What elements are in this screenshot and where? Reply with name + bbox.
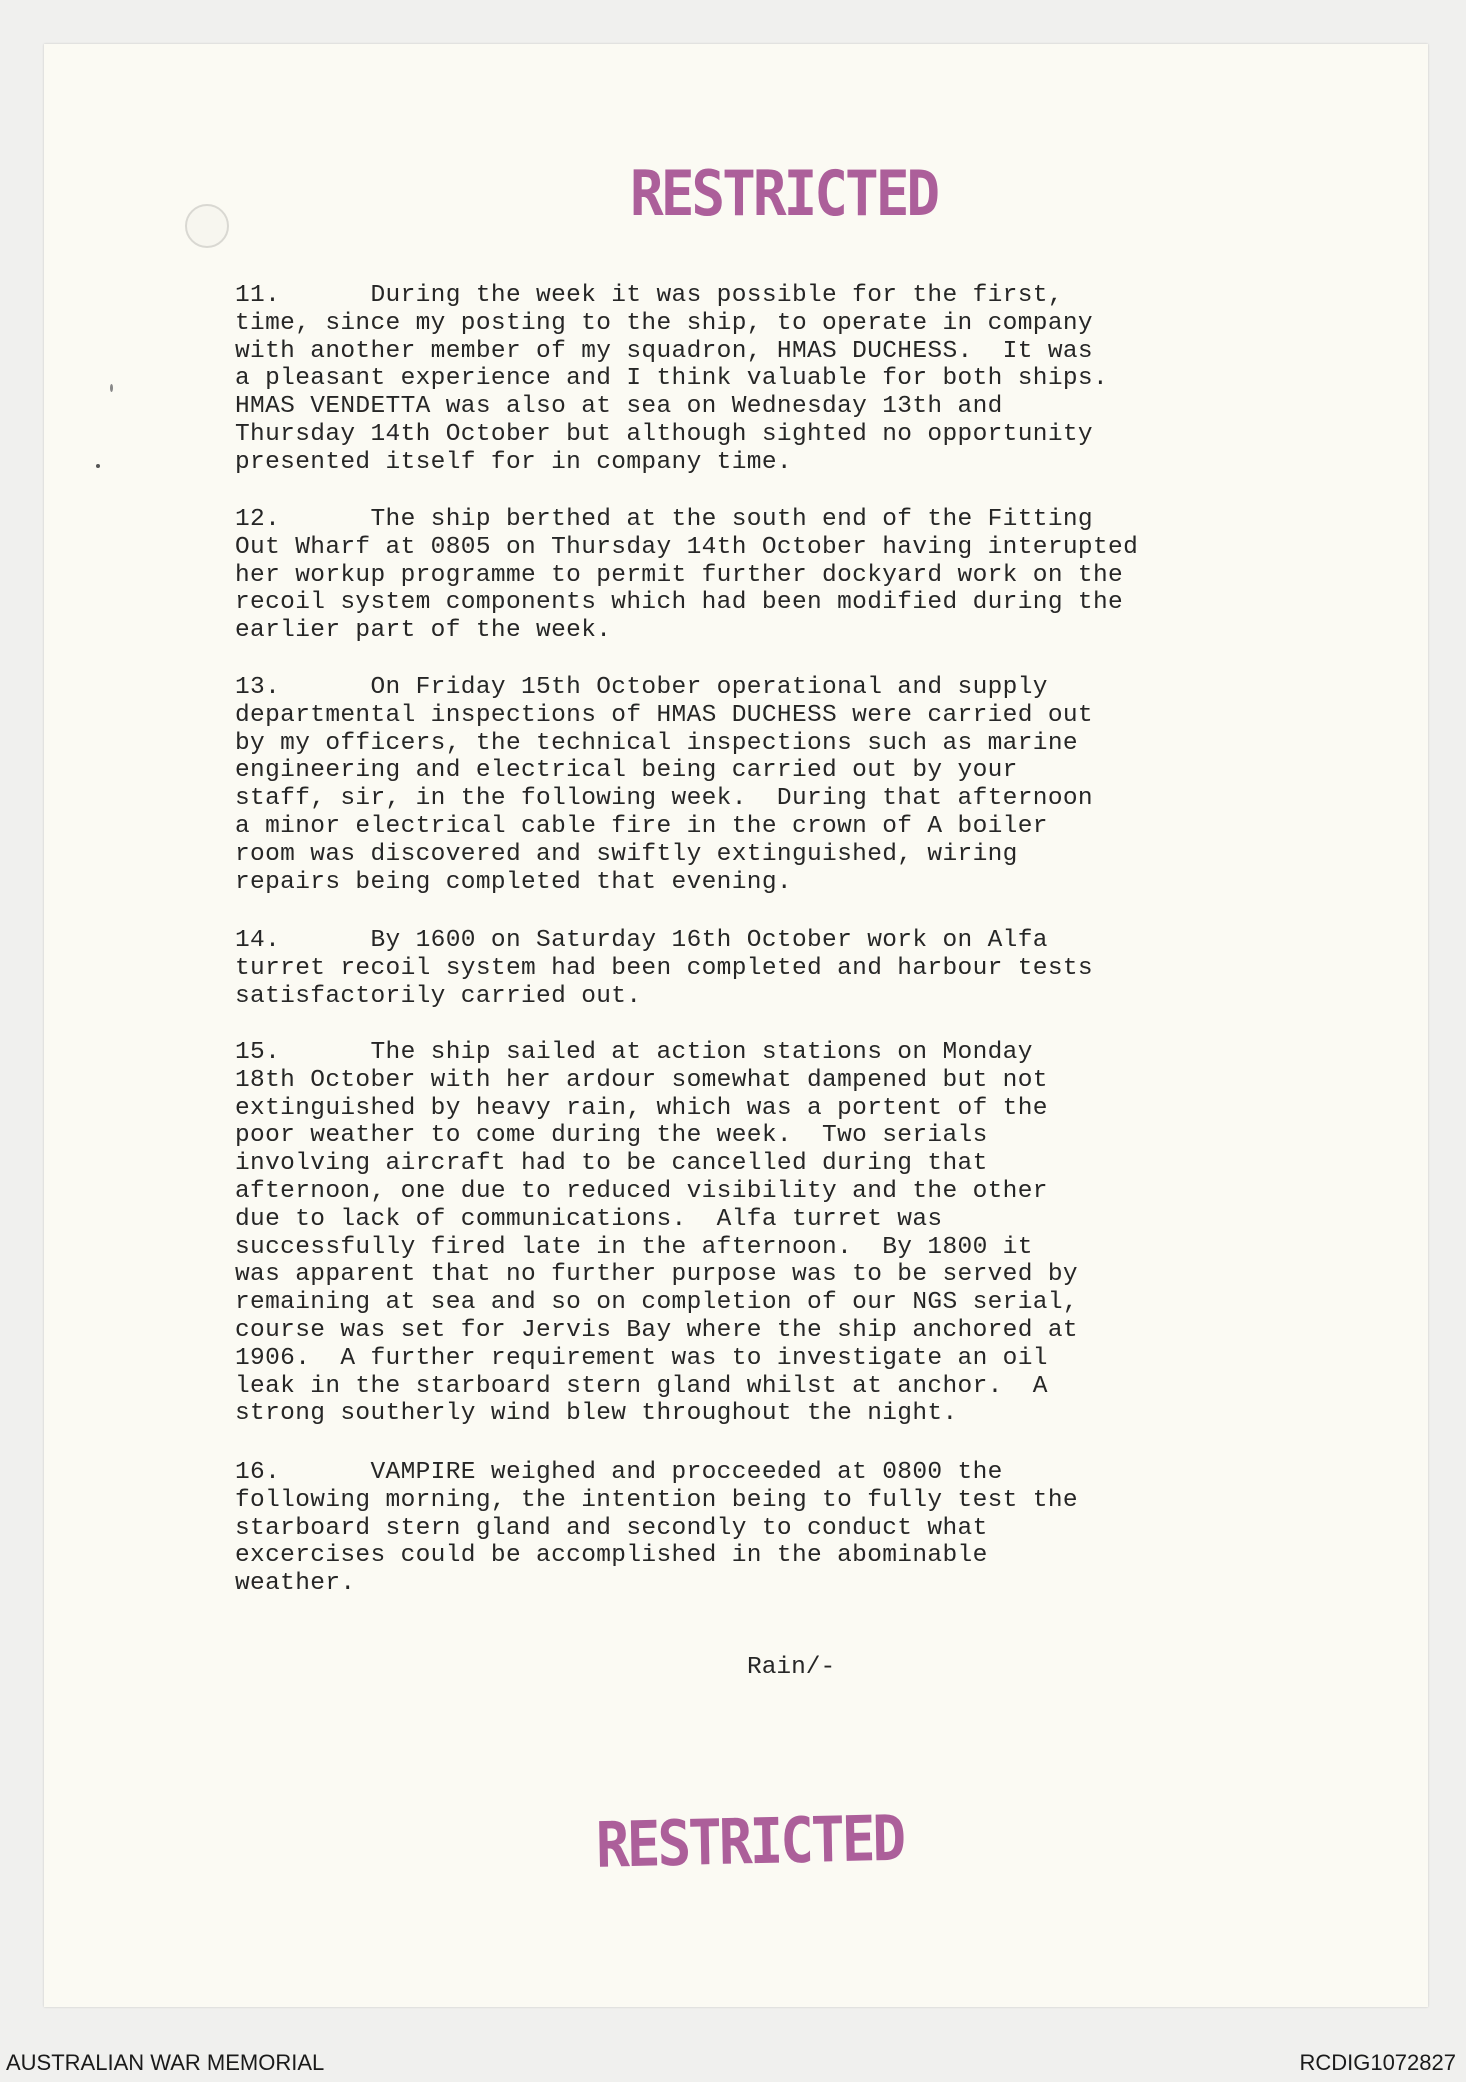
paragraph-12: 12. The ship berthed at the south end of the Fitting Out Wharf at 0805 on Thursday 14th October having interupted her workup programme to permit further dockyard work on the recoil system components which had been modified during the earlier part of the week. xyxy=(235,506,1139,645)
catchword: Rain/- xyxy=(747,1654,836,1681)
paragraph-13: 13. On Friday 15th October operational and supply departmental inspections of HMAS DUCHESS were carried out by my officers, the technical inspections such as marine engineering and electrical being carried out by your staff, sir, in the following week. During that afternoon a minor electrical cable fire in the crown of A boiler room was discovered and swiftly extinguished, wiring repairs being completed that evening. xyxy=(235,674,1093,896)
paragraph-15: 15. The ship sailed at action stations on Monday 18th October with her ardour somewhat dampened but not extinguished by heavy rain, which was a portent of the poor weather to come during the week. Two serials involving aircraft had to be cancelled during that afternoon, one due to reduced visibility and the other due to lack of communications. Alfa turret was successfully fired late in the afternoon. By 1800 it was apparent that no further purpose was to be served by remaining at sea and so on completion of our NGS serial, course was set for Jervis Bay where the ship anchored at 1906. A further requirement was to investigate an oil leak in the starboard stern gland whilst at anchor. A strong southerly wind blew throughout the night. xyxy=(235,1039,1078,1428)
restricted-stamp-top: RESTRICTED xyxy=(630,158,938,231)
paragraph-11: 11. During the week it was possible for the first, time, since my posting to the ship, to operate in company with another member of my squadron, HMAS DUCHESS. It was a pleasant experience and I think valuable for both ships. HMAS VENDETTA was also at sea on Wednesday 13th and Thursday 14th October but although sighted no opportunity presented itself for in company time. xyxy=(235,282,1109,476)
footer-archive-name: AUSTRALIAN WAR MEMORIAL xyxy=(6,2050,325,2075)
punch-hole xyxy=(185,204,229,248)
paragraph-16: 16. VAMPIRE weighed and procceeded at 0800 the following morning, the intention being to fully test the starboard stern gland and secondly to conduct what excercises could be accomplished in the abominable weather. xyxy=(235,1459,1078,1598)
footer-record-id: RCDIG1072827 xyxy=(1299,2050,1456,2075)
paper-speck xyxy=(110,384,113,392)
paragraph-14: 14. By 1600 on Saturday 16th October work on Alfa turret recoil system had been completed and harbour tests satisfactorily carried out. xyxy=(235,927,1093,1010)
paper-speck xyxy=(96,464,100,468)
restricted-stamp-bottom: RESTRICTED xyxy=(595,1802,904,1883)
